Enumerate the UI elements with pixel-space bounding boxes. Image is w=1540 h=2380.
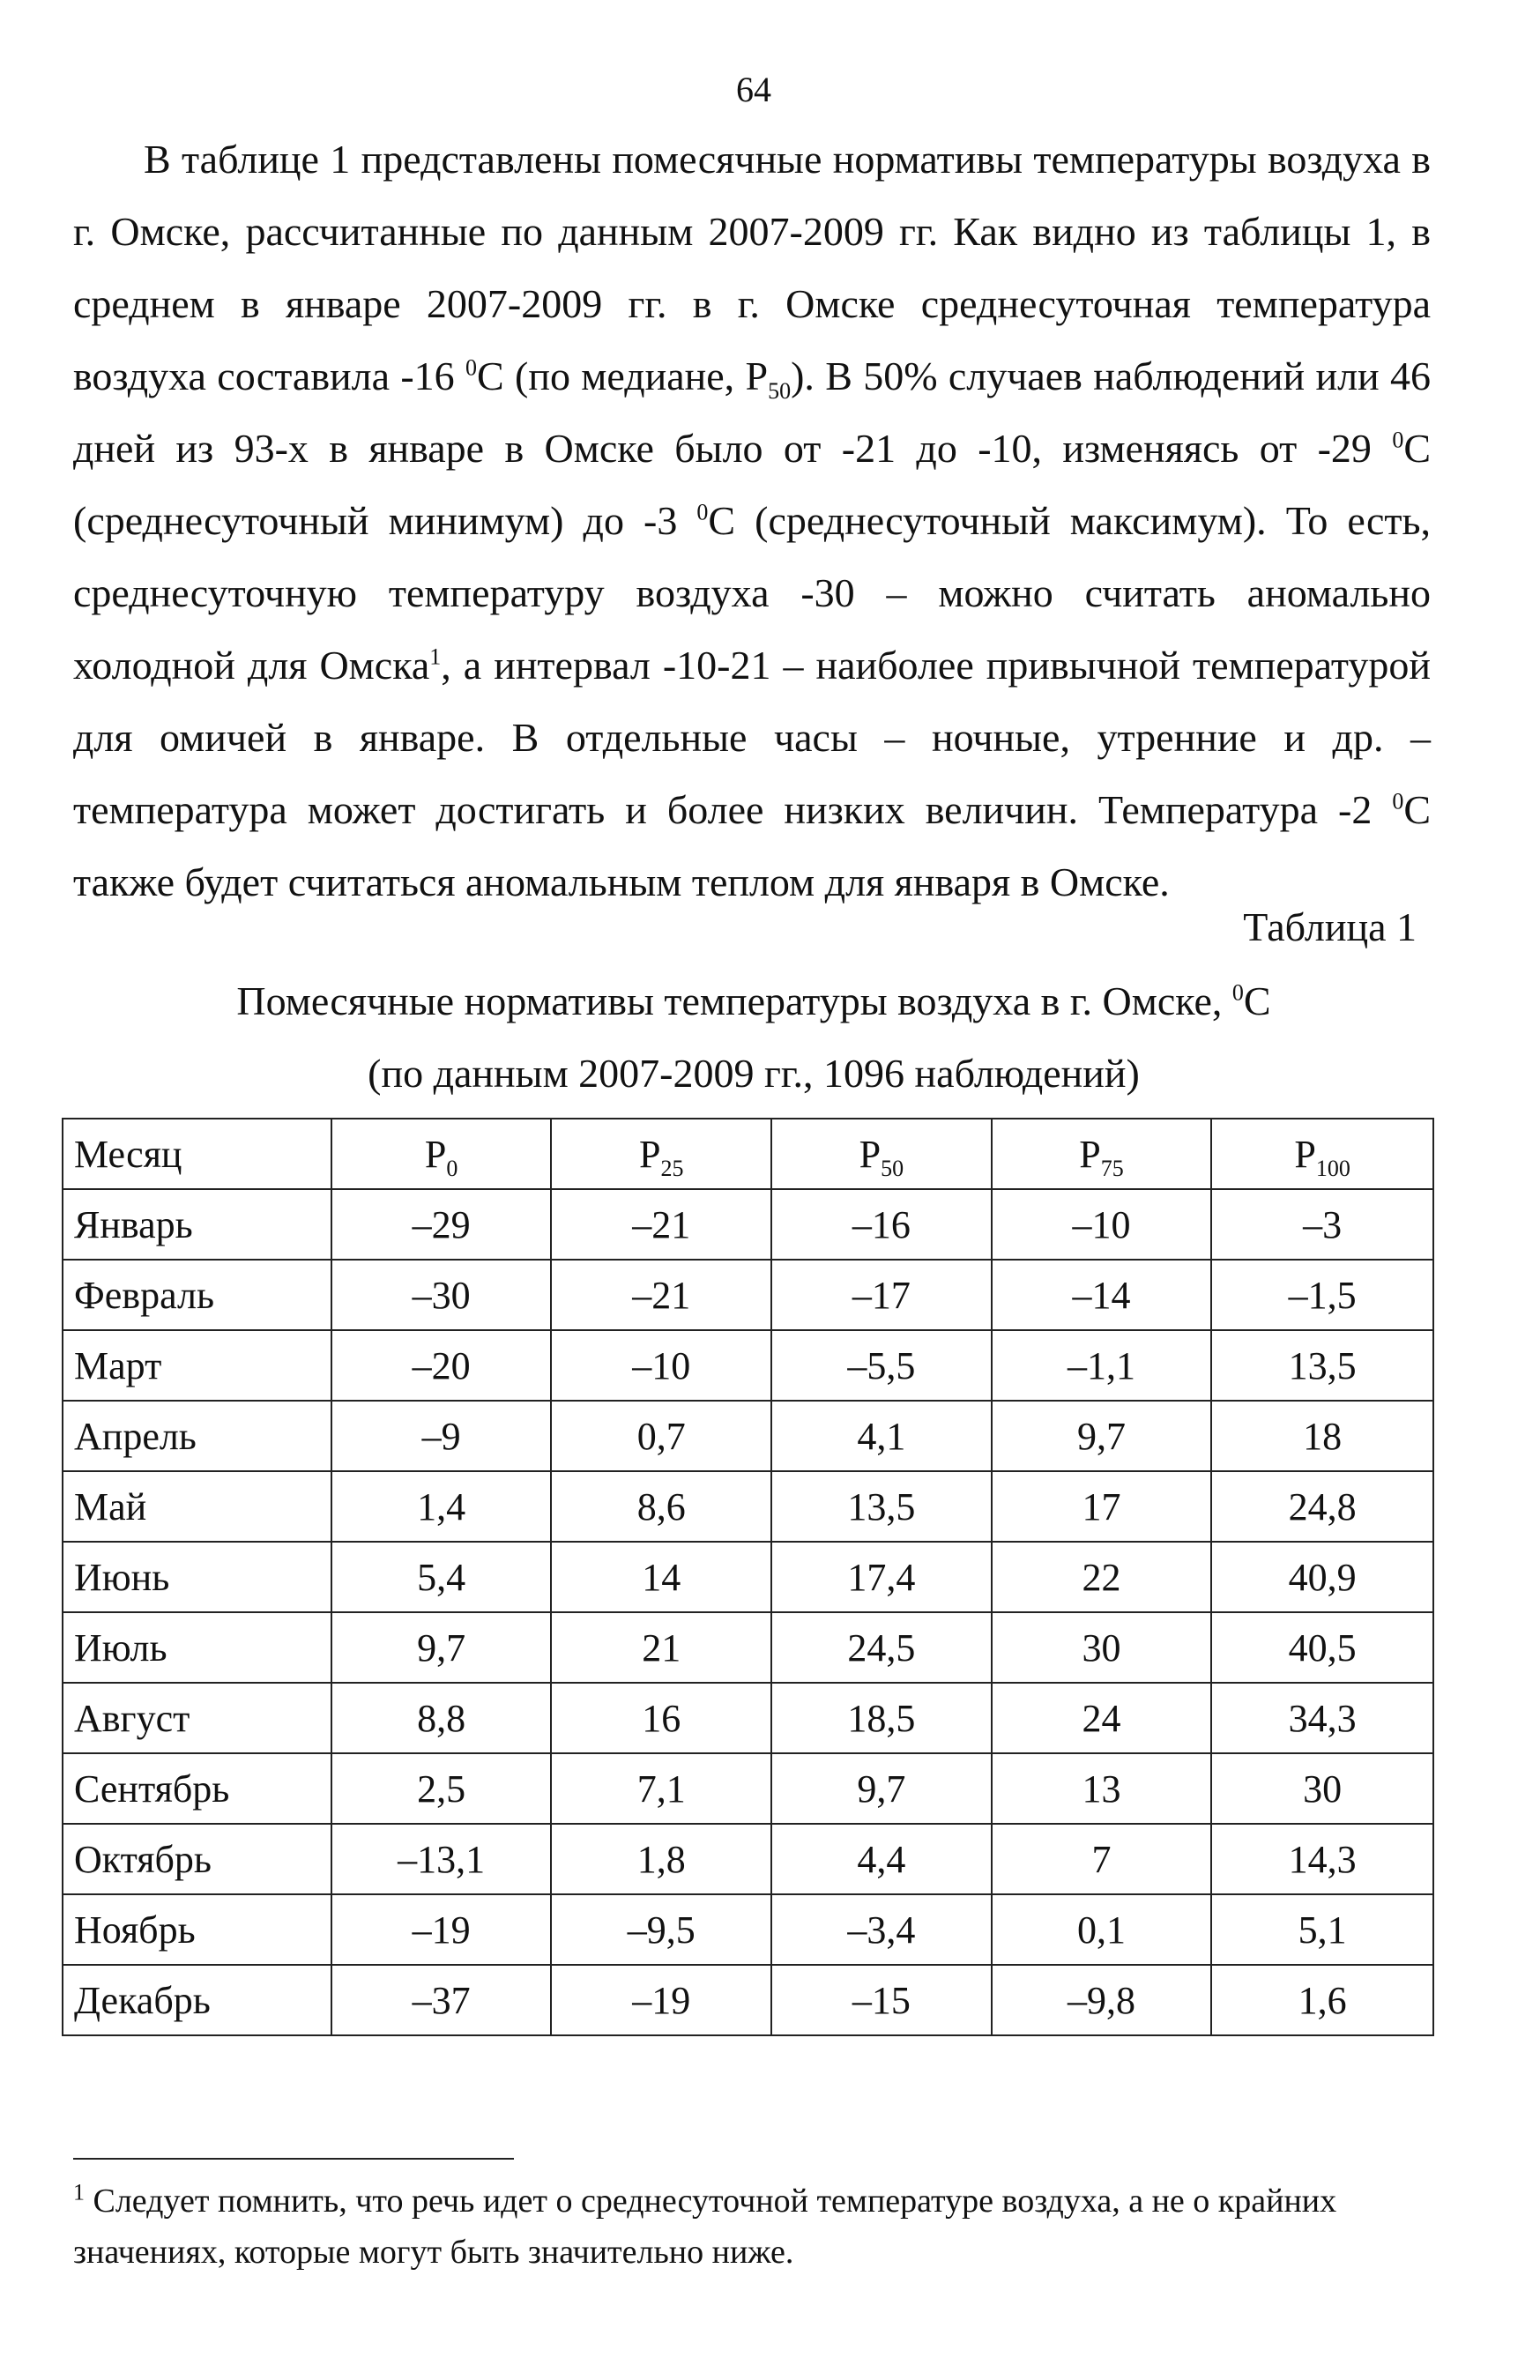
cell-value: 5,4 xyxy=(331,1542,552,1612)
cell-value: –21 xyxy=(551,1260,771,1330)
cell-value: –13,1 xyxy=(331,1824,552,1894)
header-month: Месяц xyxy=(63,1119,331,1189)
cell-month: Июнь xyxy=(63,1542,331,1612)
table-title xyxy=(0,965,1507,1110)
cell-month: Октябрь xyxy=(63,1824,331,1894)
cell-value: –17 xyxy=(771,1260,992,1330)
cell-month: Апрель xyxy=(63,1401,331,1471)
cell-value: 24,5 xyxy=(771,1612,992,1683)
table-header-row xyxy=(63,1119,1433,1189)
cell-value: –20 xyxy=(331,1330,552,1401)
cell-month: Январь xyxy=(63,1189,331,1260)
cell-value: 13 xyxy=(992,1753,1212,1824)
cell-value: 24 xyxy=(992,1683,1212,1753)
cell-value: 9,7 xyxy=(771,1753,992,1824)
cell-value: –16 xyxy=(771,1189,992,1260)
cell-value: 13,5 xyxy=(771,1471,992,1542)
header-p100: $Р_{100}$ xyxy=(1211,1119,1433,1189)
cell-value: 1,6 xyxy=(1211,1965,1433,2035)
cell-value: 9,7 xyxy=(992,1401,1212,1471)
cell-value: 4,4 xyxy=(771,1824,992,1894)
cell-month: Ноябрь xyxy=(63,1894,331,1965)
cell-value: 34,3 xyxy=(1211,1683,1433,1753)
cell-value: –37 xyxy=(331,1965,552,2035)
cell-value: 13,5 xyxy=(1211,1330,1433,1401)
cell-value: 4,1 xyxy=(771,1401,992,1471)
header-p0: $Р_0$ xyxy=(331,1119,552,1189)
footnote-reference: 1 xyxy=(429,643,442,670)
cell-value: 7 xyxy=(992,1824,1212,1894)
cell-month: Июль xyxy=(63,1612,331,1683)
temperature-table xyxy=(62,1118,1434,2036)
cell-value: 16 xyxy=(551,1683,771,1753)
cell-value: 21 xyxy=(551,1612,771,1683)
cell-value: 1,4 xyxy=(331,1471,552,1542)
cell-value: 14,3 xyxy=(1211,1824,1433,1894)
footnote xyxy=(73,2175,1431,2278)
table-row xyxy=(63,1965,1433,2035)
cell-value: –3,4 xyxy=(771,1894,992,1965)
cell-value: 40,5 xyxy=(1211,1612,1433,1683)
cell-value: –3 xyxy=(1211,1189,1433,1260)
cell-value: –1,5 xyxy=(1211,1260,1433,1330)
cell-value: 2,5 xyxy=(331,1753,552,1824)
table-row xyxy=(63,1753,1433,1824)
cell-value: –21 xyxy=(551,1189,771,1260)
cell-value: –5,5 xyxy=(771,1330,992,1401)
table-title-line1: Помесячные нормативы температуры воздуха в г. Омске, $^0$С xyxy=(236,978,1271,1023)
cell-value: 40,9 xyxy=(1211,1542,1433,1612)
table-label: Таблица 1 xyxy=(1243,904,1417,949)
cell-value: 22 xyxy=(992,1542,1212,1612)
cell-value: 30 xyxy=(1211,1753,1433,1824)
footnote-mark: 1 xyxy=(73,2179,85,2205)
cell-value: 0,1 xyxy=(992,1894,1212,1965)
table-row xyxy=(63,1542,1433,1612)
table-row xyxy=(63,1471,1433,1542)
table-row xyxy=(63,1401,1433,1471)
cell-value: 9,7 xyxy=(331,1612,552,1683)
cell-value: 7,1 xyxy=(551,1753,771,1824)
cell-month: Декабрь xyxy=(63,1965,331,2035)
cell-value: –10 xyxy=(551,1330,771,1401)
cell-value: 1,8 xyxy=(551,1824,771,1894)
table-row xyxy=(63,1894,1433,1965)
header-p75: $Р_{75}$ xyxy=(992,1119,1212,1189)
cell-month: Февраль xyxy=(63,1260,331,1330)
cell-value: 17,4 xyxy=(771,1542,992,1612)
cell-value: –29 xyxy=(331,1189,552,1260)
cell-value: 18 xyxy=(1211,1401,1433,1471)
cell-value: –30 xyxy=(331,1260,552,1330)
cell-value: –9,5 xyxy=(551,1894,771,1965)
cell-value: 14 xyxy=(551,1542,771,1612)
cell-value: –10 xyxy=(992,1189,1212,1260)
cell-month: Август xyxy=(63,1683,331,1753)
cell-month: Сентябрь xyxy=(63,1753,331,1824)
table-row xyxy=(63,1330,1433,1401)
footnote-text: Следует помнить, что речь идет о среднесуточной температуре воздуха, а не о крайних значениях, которые могут быть значительно ниже. xyxy=(73,2183,1337,2271)
cell-value: –9 xyxy=(331,1401,552,1471)
cell-value: –19 xyxy=(551,1965,771,2035)
cell-value: 17 xyxy=(992,1471,1212,1542)
page-number: 64 xyxy=(736,70,771,109)
header-p25: $Р_{25}$ xyxy=(551,1119,771,1189)
cell-value: –9,8 xyxy=(992,1965,1212,2035)
table-row xyxy=(63,1824,1433,1894)
cell-value: 24,8 xyxy=(1211,1471,1433,1542)
cell-month: Март xyxy=(63,1330,331,1401)
cell-value: 5,1 xyxy=(1211,1894,1433,1965)
table-row xyxy=(63,1612,1433,1683)
cell-value: –1,1 xyxy=(992,1330,1212,1401)
cell-value: –15 xyxy=(771,1965,992,2035)
header-p50: $Р_{50}$ xyxy=(771,1119,992,1189)
cell-value: 0,7 xyxy=(551,1401,771,1471)
table-title-line2: (по данным 2007-2009 гг., 1096 наблюдений) xyxy=(368,1051,1140,1096)
table-row xyxy=(63,1260,1433,1330)
cell-value: 30 xyxy=(992,1612,1212,1683)
cell-value: 8,6 xyxy=(551,1471,771,1542)
cell-value: –19 xyxy=(331,1894,552,1965)
body-paragraph xyxy=(73,123,1431,919)
cell-value: 18,5 xyxy=(771,1683,992,1753)
table-row xyxy=(63,1683,1433,1753)
cell-month: Май xyxy=(63,1471,331,1542)
footnote-divider xyxy=(73,2158,514,2160)
cell-value: 8,8 xyxy=(331,1683,552,1753)
cell-value: –14 xyxy=(992,1260,1212,1330)
paragraph-text: В таблице 1 представлены помесячные нормативы температуры воздуха в г. Омске, рассчитанные по данным 2007-2009 гг. Как видно из таблицы 1, в среднем в январе 2007-2009 гг. в г. Омске среднесуточная температура воздуха составила -16 $^0$С (по медиане, $Р_{50}$). В 50% случаев наблюдений или 46 дней из 93-х в январе в Омске было от -21 до -10, изменяясь от -29 $^0$С (среднесуточный минимум) до -3 $^0$С (среднесуточный максимум). То есть, среднесуточную температуру воздуха -30 – можно считать аномально холодной для Омска$^1$, а интервал -10-21 – наиболее привычной температурой для омичей в январе. В отдельные часы – ночные, утренние и др. – температура может достигать и более низких величин. Температура -2 $^0$С также будет считаться аномальным теплом для января в Омске. xyxy=(73,137,1431,904)
table-row xyxy=(63,1189,1433,1260)
